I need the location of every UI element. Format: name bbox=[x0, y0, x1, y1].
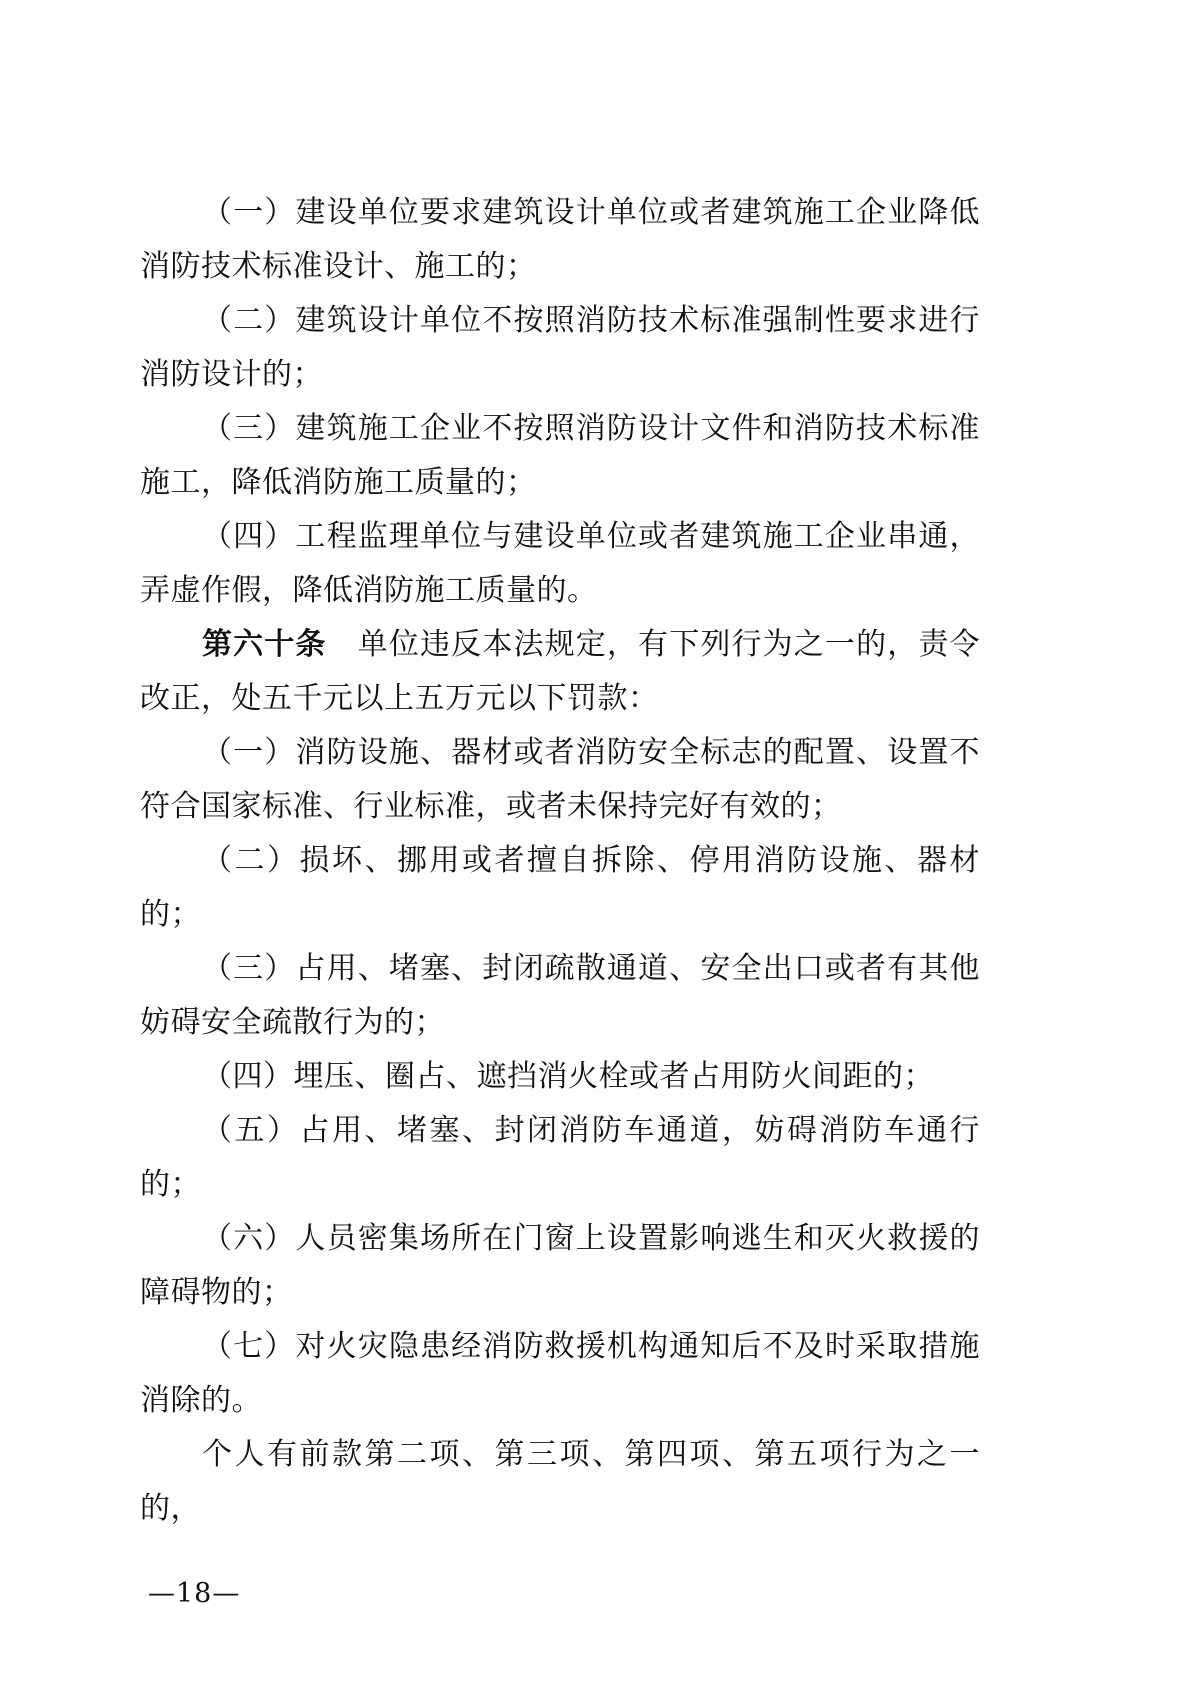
article-item-4: （四）埋压、圈占、遮挡消火栓或者占用防火间距的； bbox=[202, 1059, 934, 1094]
paragraph-item-2: （二）建筑设计单位不按照消防技术标准强制性要求进行消防设计的； bbox=[140, 303, 980, 392]
paragraph-item-1: （一）建设单位要求建筑设计单位或者建筑施工企业降低消防技术标准设计、施工的； bbox=[140, 195, 980, 284]
article-number: 第六十条 bbox=[202, 627, 327, 662]
article-heading-paragraph bbox=[140, 618, 980, 726]
article-item-1: （一）消防设施、器材或者消防安全标志的配置、设置不符合国家标准、行业标准，或者未保持完好有效的； bbox=[140, 735, 980, 824]
article-lead-text: 单位违反本法规定，有下列行为之一的，责令改正，处五千元以上五万元以下罚款： bbox=[140, 627, 981, 716]
paragraph-item-4: （四）工程监理单位与建设单位或者建筑施工企业串通，弄虚作假，降低消防施工质量的。 bbox=[140, 519, 980, 608]
article-item-2: （二）损坏、挪用或者擅自拆除、停用消防设施、器材的； bbox=[140, 843, 980, 932]
article-closing-paragraph: 个人有前款第二项、第三项、第四项、第五项行为之一的， bbox=[140, 1437, 980, 1526]
page-number: —18— bbox=[148, 1578, 241, 1609]
article-item-6: （六）人员密集场所在门窗上设置影响逃生和灭火救援的障碍物的； bbox=[140, 1221, 980, 1310]
paragraph-item-3: （三）建筑施工企业不按照消防设计文件和消防技术标准施工，降低消防施工质量的； bbox=[140, 411, 980, 500]
article-item-5: （五）占用、堵塞、封闭消防车通道，妨碍消防车通行的； bbox=[140, 1113, 980, 1202]
page-content bbox=[140, 186, 980, 1536]
article-item-7: （七）对火灾隐患经消防救援机构通知后不及时采取措施消除的。 bbox=[140, 1329, 980, 1418]
article-item-3: （三）占用、堵塞、封闭疏散通道、安全出口或者有其他妨碍安全疏散行为的； bbox=[140, 951, 980, 1040]
